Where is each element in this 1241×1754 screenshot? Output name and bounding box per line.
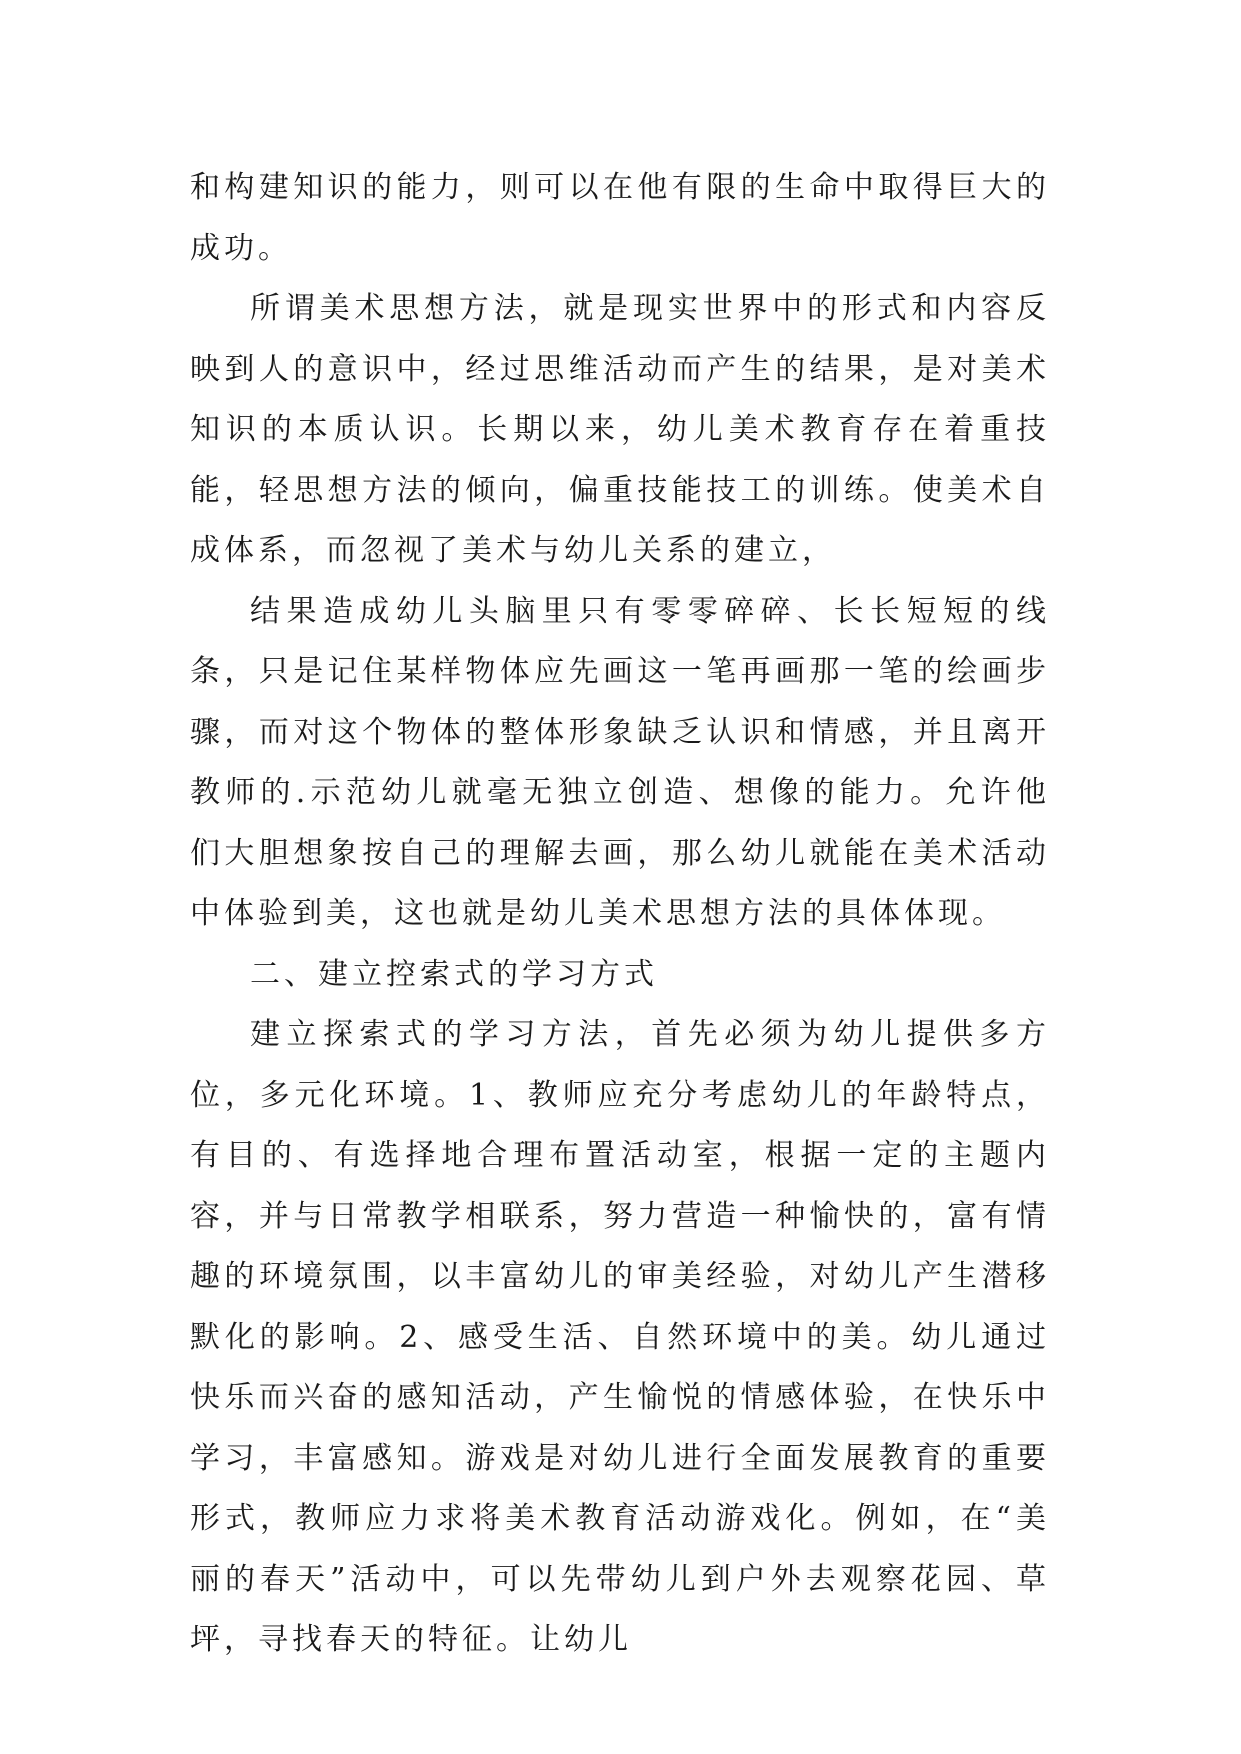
paragraph-3: 结果造成幼儿头脑里只有零零碎碎、长长短短的线条，只是记住某样物体应先画这一笔再画那一笔的绘画步骤，而对这个物体的整体形象缺乏认识和情感，并且离开教师的.示范幼儿就毫无独立创造、想像的能力。允许他们大胆想象按自己的理解去画，那么幼儿就能在美术活动中体验到美，这也就是幼儿美术思想方法的具体体现。 [190, 593, 1050, 931]
paragraph-4: 建立探索式的学习方法，首先必须为幼儿提供多方位，多元化环境。1、教师应充分考虑幼儿的年龄特点，有目的、有选择地合理布置活动室，根据一定的主题内容，并与日常教学相联系，努力营造一种愉快的，富有情趣的环境氛围，以丰富幼儿的审美经验，对幼儿产生潜移默化的影响。2、感受生活、自然环境中的美。幼儿通过快乐而兴奋的感知活动，产生愉悦的情感体验，在快乐中学习，丰富感知。游戏是对幼儿进行全面发展教育的重要形式，教师应力求将美术教育活动游戏化。例如，在“美丽的春天”活动中，可以先带幼儿到户外去观察花园、草坪，寻找春天的特征。让幼儿 [190, 1017, 1050, 1657]
document-body [190, 158, 1050, 1671]
paragraph-1: 和构建知识的能力，则可以在他有限的生命中取得巨大的成功。 [190, 170, 1050, 266]
paragraph-2: 所谓美术思想方法，就是现实世界中的形式和内容反映到人的意识中，经过思维活动而产生的结果，是对美术知识的本质认识。长期以来，幼儿美术教育存在着重技能，轻思想方法的倾向，偏重技能技工的训练。使美术自成体系，而忽视了美术与幼儿关系的建立， [190, 291, 1050, 568]
section-heading: 二、建立控索式的学习方式 [250, 956, 658, 992]
